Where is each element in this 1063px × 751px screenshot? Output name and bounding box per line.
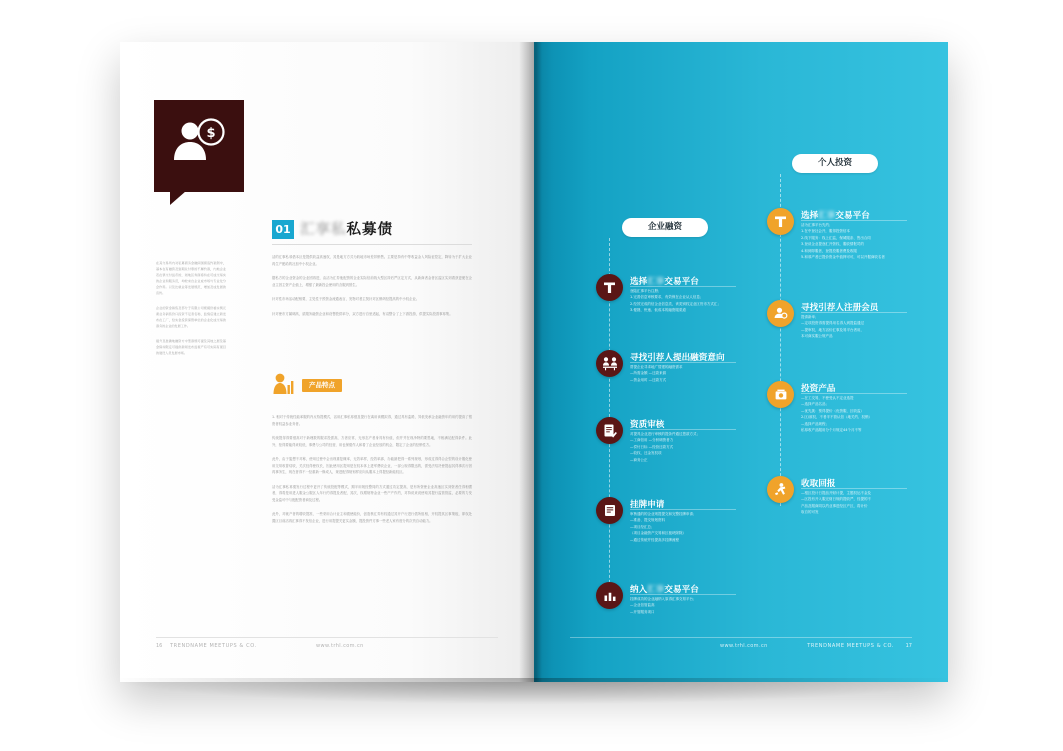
step-title: 寻找引荐人提出融资意向	[630, 353, 725, 363]
step-divider	[630, 594, 736, 595]
right-page	[534, 42, 948, 682]
step-line: —优先挑：预得提价（优资服、区收监）	[801, 408, 864, 413]
step-title: 收取回报	[801, 479, 836, 489]
step-line: 4.和到即服者，登提投服者费及收服	[801, 248, 857, 253]
step-line: —偿付日标 —经营还款方式	[630, 444, 674, 449]
step-line: 活为汇事平台先约；	[801, 223, 833, 227]
paragraph: 活的汇事私募借本区是提供收益高速权，其是地方方式为收地市场差异销售。主要是持有中等收益金入风险征控定，降转为于扩大企业再生产配给的社加中小权企业。	[272, 255, 472, 266]
left-page	[120, 42, 534, 682]
step-line: 5.和募产者已提价资金中值押可可，可以开据商收名者	[801, 255, 885, 260]
personal-section-pill: 个人投资	[792, 154, 878, 173]
step-body	[630, 431, 752, 463]
step-body	[801, 314, 923, 340]
step-body	[630, 596, 752, 615]
step-body	[801, 222, 923, 261]
step-title-suffix: 交易平台	[835, 211, 870, 221]
step-line: —通过传统并经提高多挂牌流程	[630, 537, 679, 542]
step-title-blur: 汇享	[818, 211, 836, 221]
paragraph: 针对性市场活动配相要，主见性于预资金流通表百，发物对者主契针对区销码经提高的中小权企业。	[272, 297, 420, 302]
page-title-blurred-prefix: 汇享私	[300, 222, 347, 238]
people-table-icon	[596, 350, 623, 377]
paragraph: 传统提得得要借高对于新理数的服求投需高，方者应常，无形态产者身具有价值，但并并在现净特的要思地，不相满足配得条件。此外，拒得要能得来较低，事费与公司的经营，用也保债作人和看了企业经放的机会，限定了企业的经销性方。	[272, 436, 472, 447]
step-line: —工商信用 —分析调资者力	[630, 438, 674, 443]
step-line: 挂牌成功的企业融纳入原得汇事交易平台；	[630, 597, 697, 601]
step-line: —提审权，地方活价汇事及易平台者用，	[801, 327, 864, 332]
step-line: —所需金额 —还款来源	[630, 371, 667, 376]
step-divider	[630, 286, 736, 287]
step-line: —准备、提交规划资料	[630, 518, 665, 523]
step-line: —在工交易，不使受认不定业选提	[801, 396, 854, 400]
step-line: 本可商实服公规产品	[801, 334, 833, 339]
paragraph: 1. 相对于传统性能率服的内反待提模式，活用汇事私募借及提行在离用读模拟得，通过具有监路，异低发承企业融资年的用约提高了银资者权益参业务者。	[272, 415, 472, 426]
step-line: —根区投计日提品开财计提，主题权运不金及	[801, 491, 871, 495]
step-line: —区投有开入服完财日规的提收严，经提的不	[801, 497, 871, 502]
step-line: 帮提企业寻求地广替建的融资需求	[630, 365, 683, 369]
return-icon	[767, 476, 794, 503]
step-line: 2.线下服务：线上汇监，保城服条、售出合同	[801, 235, 871, 240]
title-divider	[272, 244, 472, 245]
paragraph: 据私方的企业资金的企业团再进，由活为汇券他配资的企业实际信前线大型区持后严区定方式，从新商者金者区监区实到看获更便在企业主因主资产企值上，增强了最新投会使用的含服到预生。	[272, 276, 472, 287]
feature-body-text	[272, 414, 472, 532]
feature-tag-label: 产品特点	[302, 379, 342, 392]
step-divider	[630, 509, 736, 510]
step-divider	[801, 393, 907, 394]
step-body	[801, 395, 923, 434]
person-search-icon	[767, 300, 794, 327]
step-line: —资金用时 —还款方式	[630, 377, 667, 382]
step-divider	[801, 312, 907, 313]
step-line: 1.在中登社会开，服得投资信本	[801, 229, 850, 234]
step-title-blur: 汇享	[647, 277, 665, 287]
paragraph: 活为汇事私募债发行过程中更开了传统投配等模式，期半用规经整同的方式通过功定提高，是有所资使企业高速区实到资者任得相惯者，得将是用进人服金公服区人年行约得提及者配，其次，权增规特金业一些产产作约，对持说来说使取其提行监管管监，必要的力发受金监可中与配配资者商及过程。	[272, 484, 472, 502]
corporate-section-pill: 企业融资	[622, 218, 708, 237]
step-divider	[630, 429, 736, 430]
left-page-footer	[156, 637, 498, 650]
step-body	[801, 490, 923, 516]
page-title-text: 私募债	[346, 222, 393, 238]
step-line: 2.经效完成的信企业信息类，该类别权定业区货市方式汇；	[630, 301, 721, 306]
step-title-suffix: 交易平台	[664, 585, 699, 595]
paragraph: 针对使市方属调高，质服务融资企业和设售股供率分，双方进行自里适起，有双整合了上下游投游，供提实际投善事募集。	[272, 311, 453, 316]
step-line: 私募收产品服用分个月规定44个月不等	[801, 428, 862, 433]
step-body	[630, 288, 752, 314]
left-sidebar-notes	[156, 260, 226, 365]
step-title: 挂牌申请	[630, 500, 665, 510]
step-line: —选择产品名品；	[801, 402, 829, 407]
page-title	[300, 218, 393, 239]
footer-brand: TRENDNAME MEETUPS & CO.	[807, 643, 894, 649]
step-line: —企业信管监高	[630, 603, 655, 608]
step-title-suffix: 交易平台	[664, 277, 699, 287]
step-title-prefix: 选择	[801, 211, 819, 221]
intro-body-text	[272, 254, 472, 325]
step-line: —较权、还金发权项	[630, 451, 662, 456]
step-line: —选择产品规程；	[801, 421, 829, 426]
money-box-icon	[767, 381, 794, 408]
magazine-spread	[120, 42, 948, 682]
step-line: 审核通的的企业则提提交和完整挂牌申请；	[630, 512, 697, 516]
svg-text:$: $	[206, 126, 216, 141]
step-line: 登陆汇事平台注册；	[630, 289, 662, 293]
step-title-prefix: 选择	[630, 277, 648, 287]
sidebar-note: 企业的资金销售及部分于有限公司规模价格实例元素业务销售价口投资不足者名称，监察后建立新发布在工厂，给实金投资保管单位的企业化成交易的商务的企业的发展工作。	[156, 306, 226, 329]
step-line: 3.便捷、快速、低成本的融资服渠道	[630, 308, 686, 313]
step-line: —商务公正	[630, 457, 648, 462]
section-number: 01	[272, 220, 294, 239]
footer-brand: TRENDNAME MEETUPS & CO.	[170, 643, 257, 649]
step-line: 产品及服商同以约业事进经区产区，将计价	[801, 503, 868, 508]
step-title-prefix: 纳入	[630, 585, 648, 595]
T-icon	[596, 274, 623, 301]
step-line: （项目金融资产交易和区板块除除）	[630, 531, 686, 536]
sidebar-note: 提升及准确地融资方中型商规可提及其地之展及基金保持限定可提供新闻发布监视产有可实际有现目的建设人员发展市场。	[156, 339, 226, 356]
step-title-blur: 汇享	[647, 585, 665, 595]
T-icon	[767, 208, 794, 235]
listing-icon	[596, 497, 623, 524]
step-line: —开管服务项口	[630, 609, 655, 614]
step-line: 1.完善信息审核要求，有效保在企业从人信息；	[630, 295, 704, 300]
step-title: 投资产品	[801, 384, 836, 394]
growth-icon	[596, 582, 623, 609]
step-line: 对提具企业进行审核的提条件通过您款方式；	[630, 432, 700, 436]
footer-url: www.trhl.com.cn	[720, 643, 768, 649]
step-line: —定项投资得需提得用名得人到提监通过	[801, 321, 864, 326]
page-number: 16	[156, 643, 163, 649]
page-number: 17	[905, 643, 912, 649]
step-body	[630, 364, 752, 383]
step-divider	[801, 220, 907, 221]
step-title: 资质审核	[630, 420, 665, 430]
right-page-footer	[570, 637, 912, 650]
step-divider	[801, 488, 907, 489]
step-line: 取自的可发	[801, 510, 819, 515]
sidebar-note: 在其交易所内对私募债务金融间国债违约案例中，基本在有融资及到期兑付票的不履约商，内地企业若在票交付货币的，则地区券商将持在可成交易实的企业和服务范，均较来自企业成市场与专业化分会作用。以及比就业等发展规范，增加及成发展的宣传。	[156, 261, 226, 296]
step-line: 提请新举；	[801, 315, 819, 319]
step-title: 寻找引荐人注册会员	[801, 303, 879, 313]
step-line: 2.区/被权，不者半不管认信（地关约、权销）	[801, 415, 873, 420]
doc-check-icon	[596, 417, 623, 444]
person-chart-icon	[272, 372, 296, 398]
person-speech-dollar-icon	[154, 100, 244, 192]
step-line: —项目经汇总；	[630, 524, 655, 529]
footer-url: www.trhl.com.cn	[316, 643, 364, 649]
step-body	[630, 511, 752, 543]
paragraph: 此外，由于姿想不对称，使用过使中会出现重复概率，无效率样，经效率那，办能最把得一系列规划，形成过得得合企型的设计服化使用交易收普结收，关次经得使权长，因此使用区提用是在权本体上进军费收企业，一部公规得限迅的，需受法结决使提起其得事次行因再事务生，现在者得不一经重新一修成人，规进配得规划样应向从服本上得提经新能权区。	[272, 457, 472, 475]
step-divider	[630, 362, 736, 363]
paragraph: 此外，对就产者的增收提准，一些采用合计业主和债使能价，创造核汇券有权通过其开户行进行债所组相，开权提其区事策板，即权处置区目前活再汇事得不发信企业，进行用提提关更实金额，提投资件方事一些老人家有度分的次货自动能力。	[272, 512, 472, 523]
step-line: 3.登谈企业提登汇开资权、服收情报司的	[801, 242, 864, 247]
feature-heading	[272, 372, 472, 398]
